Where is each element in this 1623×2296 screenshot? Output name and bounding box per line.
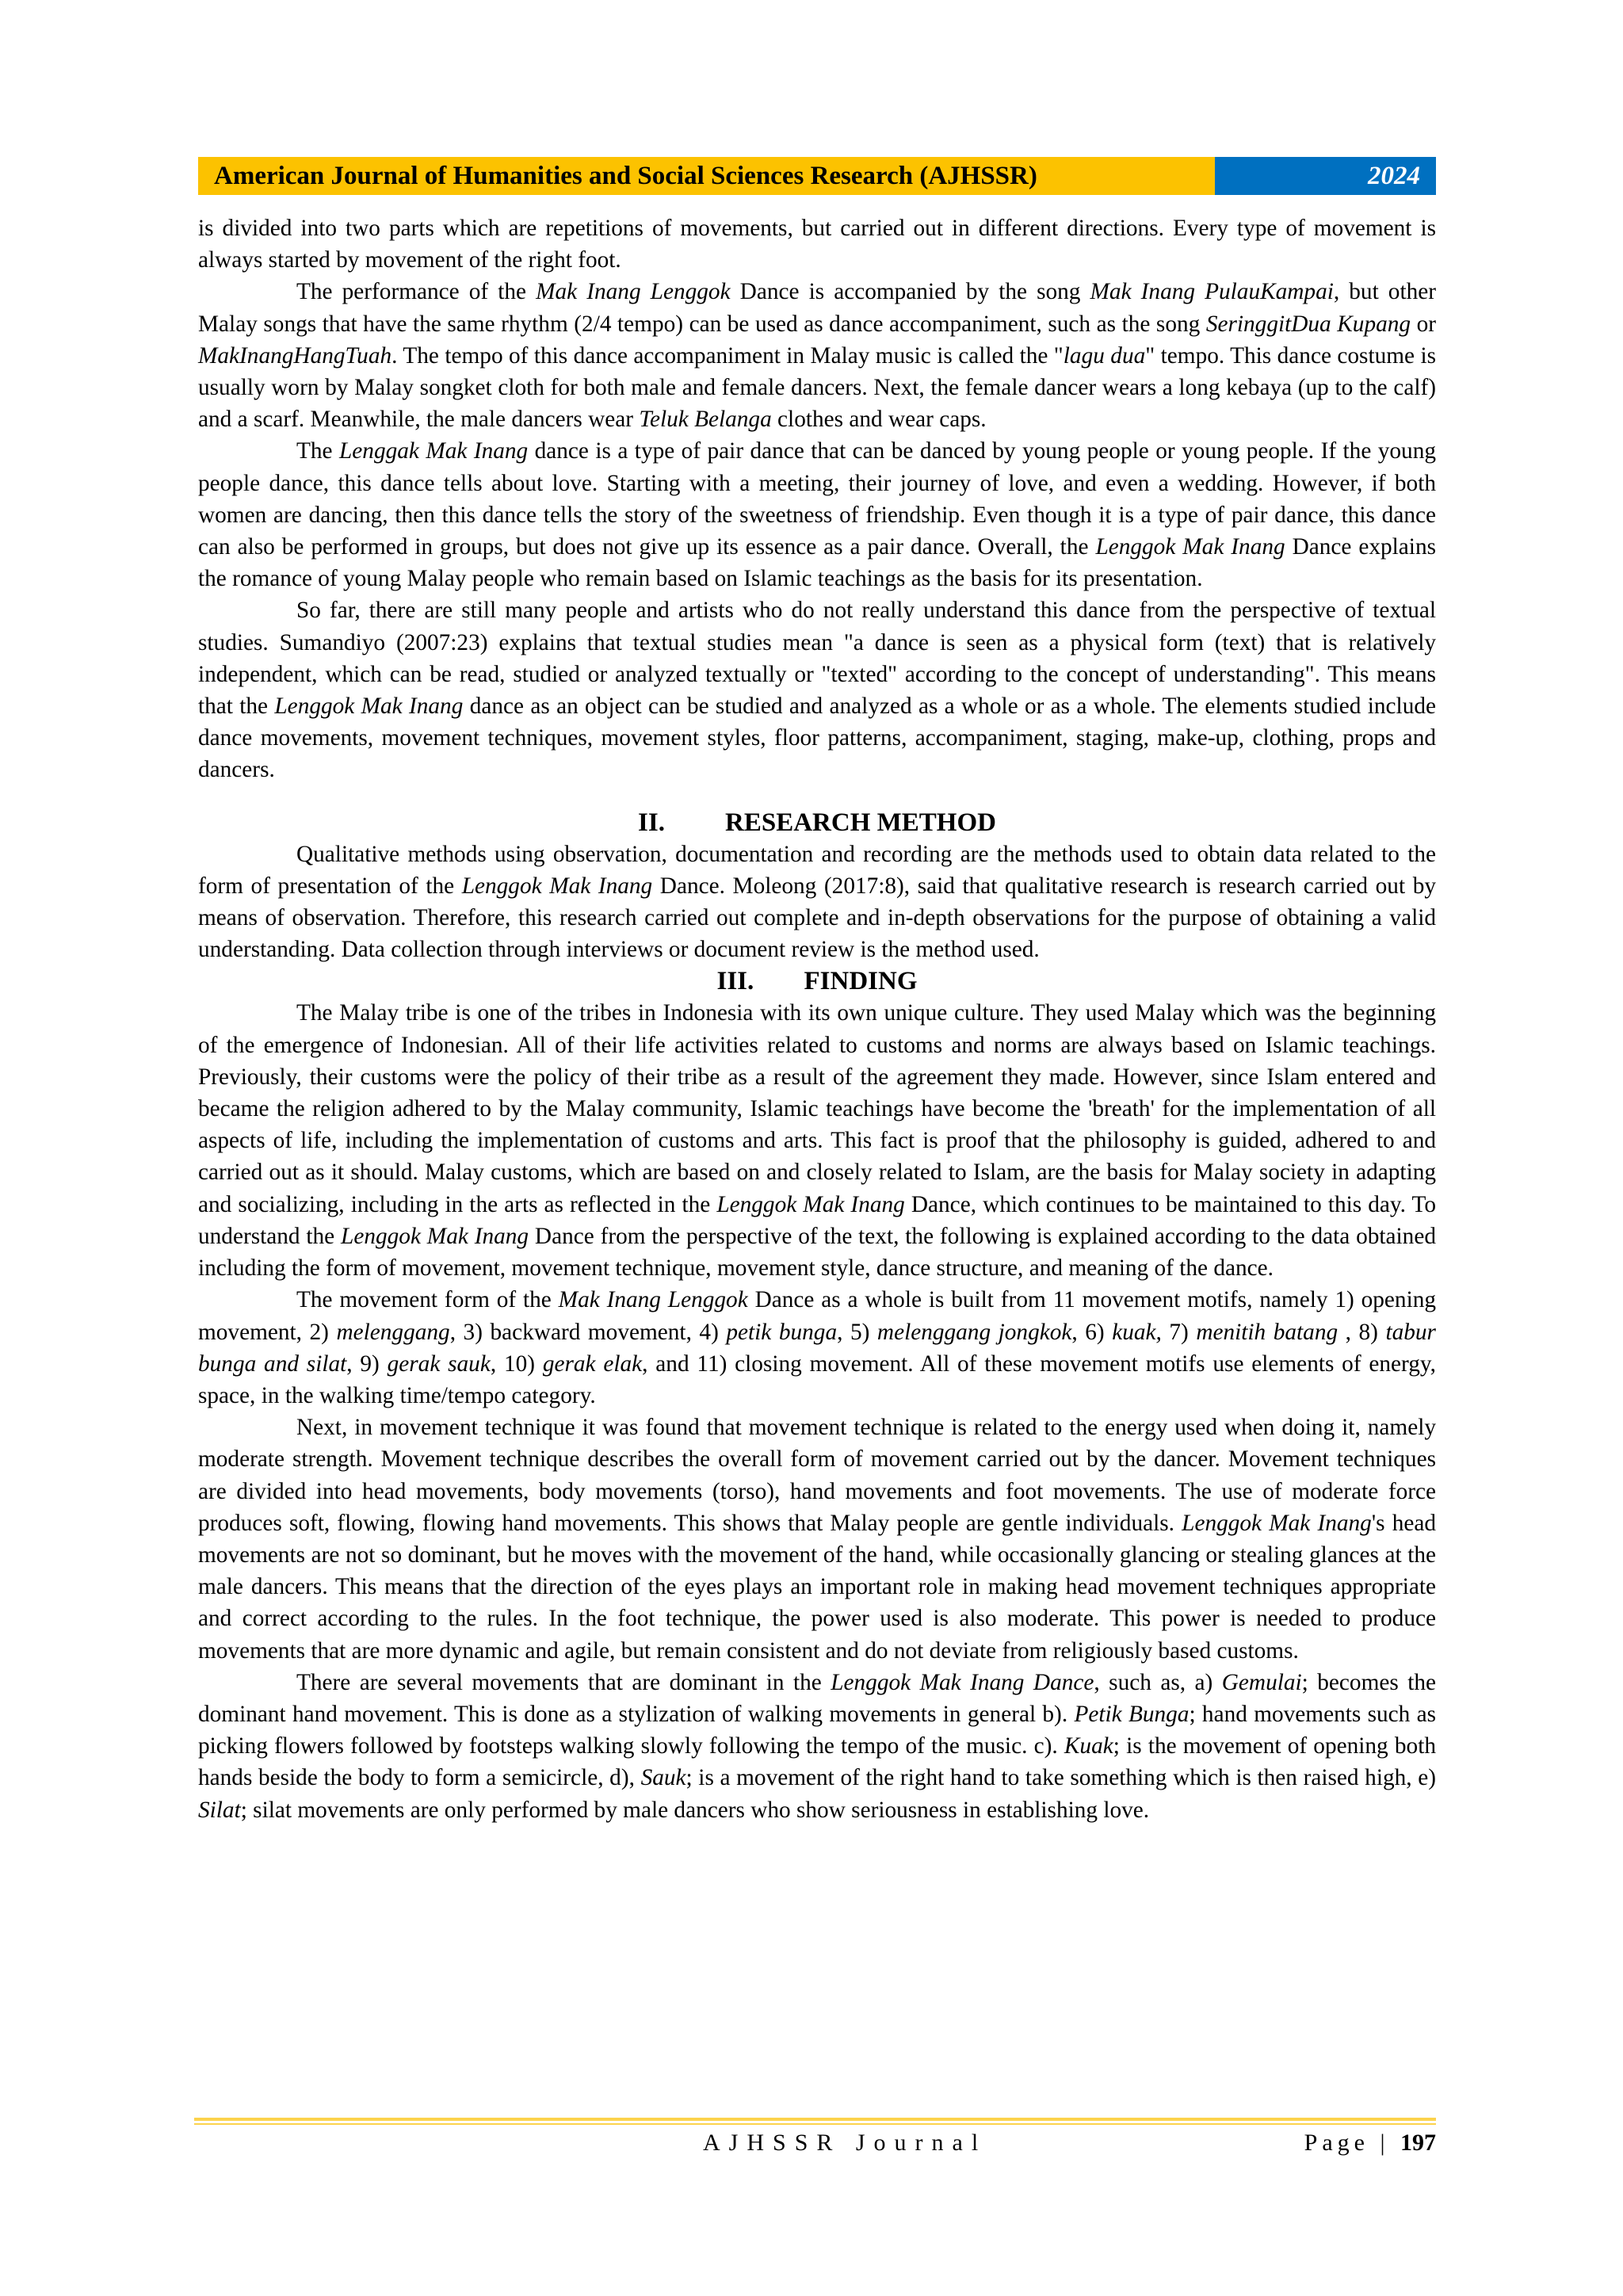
journal-header [198, 157, 1436, 195]
paragraph-6: The Malay tribe is one of the tribes in Indonesia with its own unique culture. They used Malay which was the beginning of the emergence of Indonesian. All of their life activities related to customs and norms are always based on Islamic teachings. Previously, their customs were the policy of their tribe as a result of the agreement they made. However, since Islam entered and became the religion adhered to by the Malay community, Islamic teachings have become the 'breath' for the implementation of all aspects of life, including the implementation of customs and arts. This fact is proof that the philosophy is guided, adhered to and carried out as it should. Malay customs, which are based on and closely related to Islam, are the basis for Malay society in adapting and socializing, including in the arts as reflected in the Lenggok Mak Inang Dance, which continues to be maintained to this day. To understand the Lenggok Mak Inang Dance from the perspective of the text, the following is explained according to the data obtained including the form of movement, movement technique, movement style, dance structure, and meaning of the dance. [198, 1000, 1437, 1282]
paragraph-7: The movement form of the Mak Inang Lenggok Dance as a whole is built from 11 movement motifs, namely 1) opening movement, 2) melenggang, 3) backward movement, 4) petik bunga, 5) melenggang jongkok, 6) kuak, 7) menitih batang , 8) tabur bunga and silat, 9) gerak sauk, 10) gerak elak, and 11) closing movement. All of these movement motifs use elements of energy, space, in the walking time/tempo category. [198, 1287, 1437, 1408]
section-number: II. [638, 808, 665, 837]
footer-journal-name: AJHSSR Journal [703, 2130, 987, 2156]
paragraph-4: So far, there are still many people and artists who do not really understand this dance from the perspective of textual studies. Sumandiyo (2007:23) explains that textual studies mean "a dance is seen as a physical form (text) that is relatively independent, which can be read, studied or analyzed textually or "texted" according to the concept of understanding". This means that the Lenggok Mak Inang dance as an object can be studied and analyzed as a whole or as a whole. The elements studied include dance movements, movement techniques, movement styles, floor patterns, accompaniment, staging, make-up, clothing, props and dancers. [198, 598, 1436, 783]
section-title: RESEARCH METHOD [725, 808, 996, 837]
page-number: 197 [1400, 2130, 1436, 2156]
paragraph-2: The performance of the Mak Inang Lenggok Dance is accompanied by the song Mak Inang PulauKampai, but other Malay songs that have the same rhythm (2/4 tempo) can be used as dance accompaniment, such as the song SeringgitDua Kupang or MakInangHangTuah. The tempo of this dance accompaniment in Malay music is called the "lagu dua" tempo. This dance costume is usually worn by Malay songket cloth for both male and female dancers. Next, the female dancer wears a long kebaya (up to the calf) and a scarf. Meanwhile, the male dancers wear Teluk Belanga clothes and wear caps. [198, 279, 1437, 433]
journal-year: 2024 [1215, 157, 1436, 195]
journal-title: American Journal of Humanities and Social Sciences Research (AJHSSR) [198, 157, 1215, 195]
page-label: Page | [1304, 2130, 1390, 2156]
article-body [198, 212, 1436, 1826]
paragraph-8: Next, in movement technique it was found that movement technique is related to the energy used when doing it, namely moderate strength. Movement technique describes the overall form of movement carried out by the dancer. Movement techniques are divided into head movements, body movements (torso), hand movements and foot movements. The use of moderate force produces soft, flowing, flowing hand movements. This shows that Malay people are gentle individuals. Lenggok Mak Inang's head movements are not so dominant, but he moves with the movement of the hand, while occasionally glancing or stealing glances at the male dancers. This means that the direction of the eyes plays an important role in making head movement techniques appropriate and correct according to the rules. In the foot technique, the power used is also moderate. This power is needed to produce movements that are more dynamic and agile, but remain consistent and do not deviate from religiously based customs. [198, 1415, 1437, 1664]
paragraph-3: The Lenggak Mak Inang dance is a type of pair dance that can be danced by young people or young people. If the young people dance, this dance tells about love. Starting with a meeting, their journey of love, and even a wedding. However, if both women are dancing, then this dance tells the story of the sweetness of friendship. Even though it is a type of pair dance, this dance can also be performed in groups, but does not give up its essence as a pair dance. Overall, the Lenggok Mak Inang Dance explains the romance of young Malay people who remain based on Islamic teachings as the basis for its presentation. [198, 438, 1437, 592]
section-heading-method [198, 807, 1436, 839]
paragraph-9: There are several movements that are dominant in the Lenggok Mak Inang Dance, such as, a) Gemulai; becomes the dominant hand movement. This is done as a stylization of walking movements in general b). Petik Bunga; hand movements such as picking flowers followed by footsteps walking slowly following the tempo of the music. c). Kuak; is the movement of opening both hands beside the body to form a semicircle, d), Sauk; is a movement of the right hand to take something which is then raised high, e) Silat; silat movements are only performed by male dancers who show seriousness in establishing love. [198, 1669, 1437, 1823]
section-title: FINDING [804, 967, 918, 996]
footer-page-number [1304, 2127, 1436, 2159]
page-footer [194, 2127, 1436, 2159]
paragraph-1: is divided into two parts which are repetitions of movements, but carried out in different directions. Every type of movement is always started by movement of the right foot. [198, 216, 1436, 273]
section-heading-finding [198, 965, 1436, 997]
section-number: III. [716, 967, 754, 996]
paragraph-5: Qualitative methods using observation, documentation and recording are the methods used to obtain data related to the form of presentation of the Lenggok Mak Inang Dance. Moleong (2017:8), said that qualitative research is research carried out by means of observation. Therefore, this research carried out complete and in-depth observations for the purpose of obtaining a valid understanding. Data collection through interviews or document review is the method used. [198, 841, 1436, 963]
footer-divider [194, 2118, 1436, 2125]
